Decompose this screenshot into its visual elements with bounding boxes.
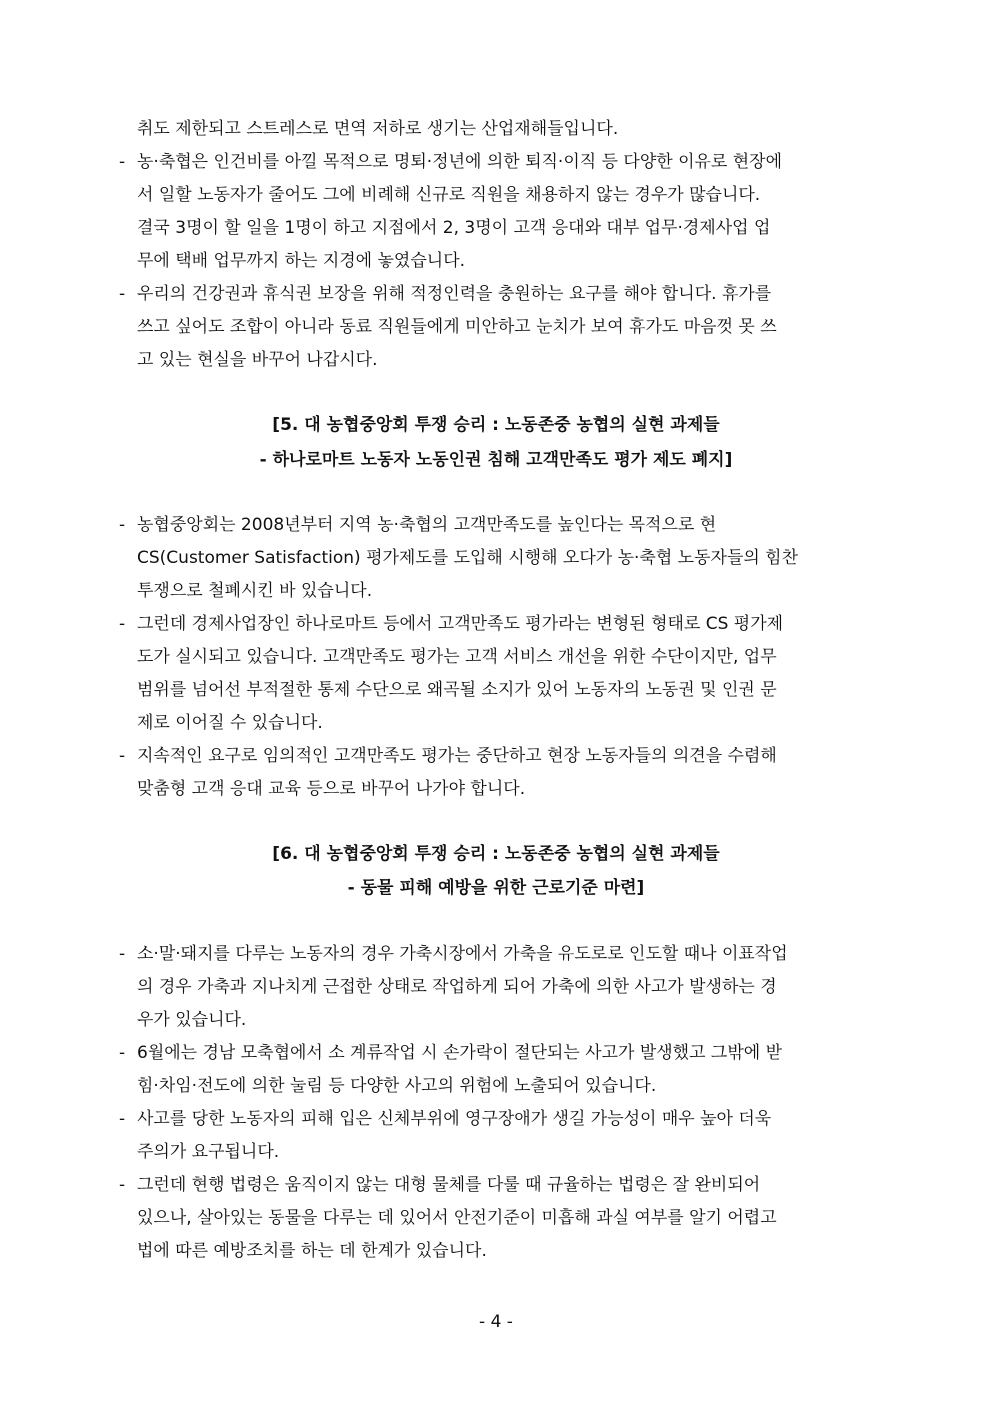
body-line: 무에 택배 업무까지 하는 지경에 놓였습니다. — [137, 251, 466, 271]
bullet-mark: - — [119, 284, 126, 304]
body-line: 우리의 건강권과 휴식권 보장을 위해 적정인력을 충원하는 요구를 해야 합니다. 휴가를 — [137, 284, 772, 304]
body-line: 주의가 요구됩니다. — [137, 1142, 280, 1162]
section6-subtitle: - 동물 피해 예방을 위한 근로기준 마련] — [347, 878, 645, 898]
body-line: 취도 제한되고 스트레스로 면역 저하로 생기는 산업재해들입니다. — [137, 119, 619, 139]
body-line: 있으나, 살아있는 동물을 다루는 데 있어서 안전기준이 미흡해 과실 여부를 알기 어렵고 — [137, 1208, 777, 1228]
body-line: 농협중앙회는 2008년부터 지역 농·축협의 고객만족도를 높인다는 목적으로 현 — [137, 515, 717, 535]
bullet-mark: - — [119, 1043, 126, 1063]
body-line: 법에 따른 예방조치를 하는 데 한계가 있습니다. — [137, 1241, 487, 1261]
section5-subtitle: - 하나로마트 노동자 노동인권 침해 고객만족도 평가 제도 폐지] — [259, 450, 733, 470]
bullet-mark: - — [119, 614, 126, 634]
bullet-mark: - — [119, 1175, 126, 1195]
body-line: 제로 이어질 수 있습니다. — [137, 713, 323, 733]
body-line: 소·말·돼지를 다루는 노동자의 경우 가축시장에서 가축을 유도로로 인도할 때나 이표작업 — [137, 944, 788, 964]
body-line: 의 경우 가축과 지나치게 근접한 상태로 작업하게 되어 가축에 의한 사고가 발생하는 경 — [137, 977, 777, 997]
bullet-mark: - — [119, 1109, 126, 1129]
bullet-mark: - — [119, 746, 126, 766]
body-line: 쓰고 싶어도 조합이 아니라 동료 직원들에게 미안하고 눈치가 보여 휴가도 마음껏 못 쓰 — [137, 317, 777, 337]
body-line: CS(Customer Satisfaction) 평가제도를 도입해 시행해 오다가 농·축협 노동자들의 힘찬 — [137, 548, 799, 568]
page-number: - 4 - — [479, 1312, 513, 1332]
body-line: 그런데 현행 법령은 움직이지 않는 대형 물체를 다룰 때 규율하는 법령은 잘 완비되어 — [137, 1175, 761, 1195]
body-line: 맞춤형 고객 응대 교육 등으로 바꾸어 나가야 합니다. — [137, 779, 526, 799]
body-line: 우가 있습니다. — [137, 1010, 247, 1030]
body-line: 투쟁으로 철폐시킨 바 있습니다. — [137, 581, 373, 601]
bullet-mark: - — [119, 515, 126, 535]
body-line: 농·축협은 인건비를 아낄 목적으로 명퇴·정년에 의한 퇴직·이직 등 다양한 이유로 현장에 — [137, 152, 783, 172]
body-line: 힘·차임·전도에 의한 눌림 등 다양한 사고의 위험에 노출되어 있습니다. — [137, 1076, 657, 1096]
body-line: 지속적인 요구로 임의적인 고객만족도 평가는 중단하고 현장 노동자들의 의견을 수렴해 — [137, 746, 777, 766]
body-line: 그런데 경제사업장인 하나로마트 등에서 고객만족도 평가라는 변형된 형태로 CS 평가제 — [137, 614, 784, 634]
body-line: 범위를 넘어선 부적절한 통제 수단으로 왜곡될 소지가 있어 노동자의 노동권 및 인권 문 — [137, 680, 777, 700]
bullet-mark: - — [119, 152, 126, 172]
body-line: 6월에는 경남 모축협에서 소 계류작업 시 손가락이 절단되는 사고가 발생했고 그밖에 받 — [137, 1043, 783, 1063]
body-line: 서 일할 노동자가 줄어도 그에 비례해 신규로 직원을 채용하지 않는 경우가 많습니다. — [137, 185, 761, 205]
body-line: 사고를 당한 노동자의 피해 입은 신체부위에 영구장애가 생길 가능성이 매우 높아 더욱 — [137, 1109, 772, 1129]
body-line: 도가 실시되고 있습니다. 고객만족도 평가는 고객 서비스 개선을 위한 수단이지만, 업무 — [137, 647, 777, 667]
section6-title: [6. 대 농협중앙회 투쟁 승리 : 노동존중 농협의 실현 과제들 — [272, 844, 720, 864]
body-line: 결국 3명이 할 일을 1명이 하고 지점에서 2, 3명이 고객 응대와 대부 업무·경제사업 업 — [137, 218, 771, 238]
bullet-mark: - — [119, 944, 126, 964]
section5-title: [5. 대 농협중앙회 투쟁 승리 : 노동존중 농협의 실현 과제들 — [272, 415, 720, 435]
body-line: 고 있는 현실을 바꾸어 나갑시다. — [137, 350, 378, 370]
